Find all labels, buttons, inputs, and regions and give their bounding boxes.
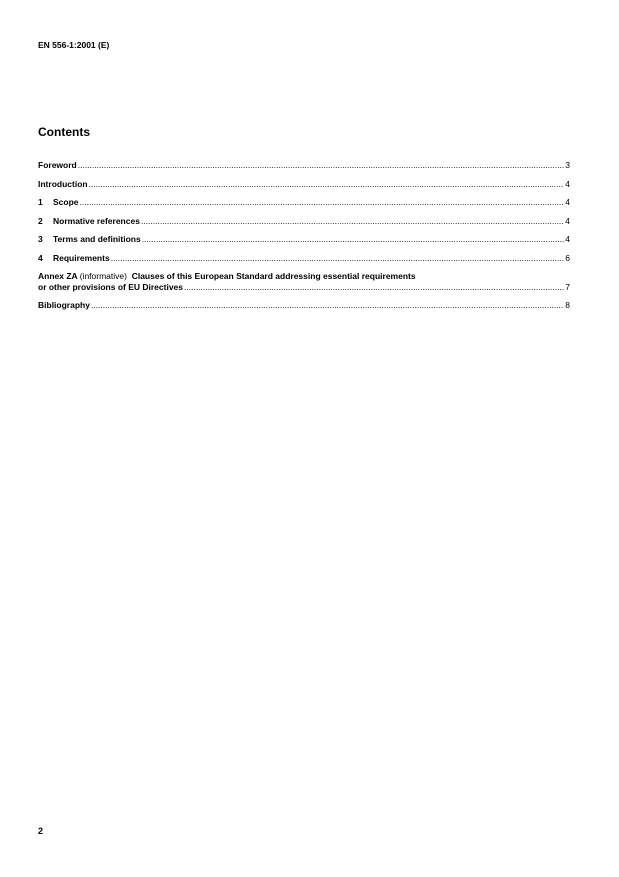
- toc-page-number: 6: [565, 252, 570, 263]
- toc-section-number: 1: [38, 197, 43, 207]
- toc-section-number: 3: [38, 234, 43, 244]
- toc-label: Introduction: [38, 178, 88, 189]
- toc-leader-dots: [184, 282, 564, 293]
- toc-leader-dots: [111, 253, 565, 264]
- toc-section-title: Normative references: [53, 215, 140, 226]
- toc-label: [38, 216, 140, 227]
- toc-entry-normative-references[interactable]: [38, 216, 570, 227]
- toc-page-number: 4: [565, 215, 570, 226]
- toc-entry-annex-za[interactable]: [38, 271, 570, 292]
- toc-leader-dots: [141, 216, 564, 227]
- toc-leader-dots: [142, 234, 565, 245]
- annex-qualifier: (informative): [79, 271, 127, 281]
- toc-leader-dots: [78, 160, 565, 171]
- annex-title-line1: Clauses of this European Standard addressing essential requirements: [131, 271, 416, 281]
- toc-leader-dots: [89, 179, 565, 190]
- toc-section-number: 2: [38, 215, 43, 226]
- toc-page-number: 4: [565, 197, 570, 207]
- annex-prefix: Annex ZA: [38, 271, 78, 281]
- annex-title-line2: or other provisions of EU Directives: [38, 281, 184, 292]
- toc-page-number: 4: [565, 178, 570, 189]
- contents-heading: Contents: [38, 125, 90, 139]
- toc-entry-scope[interactable]: [38, 197, 570, 208]
- document-header: EN 556-1:2001 (E): [38, 40, 110, 50]
- toc-page-number: 7: [565, 281, 570, 292]
- toc-entry-foreword[interactable]: [38, 160, 570, 171]
- toc-label: Foreword: [38, 160, 77, 170]
- toc-page-number: 4: [565, 234, 570, 244]
- toc-section-title: Scope: [53, 197, 79, 207]
- toc-entry-introduction[interactable]: [38, 179, 570, 190]
- toc-entry-requirements[interactable]: [38, 253, 570, 264]
- toc-section-title: Requirements: [53, 252, 110, 263]
- toc-page-number: 8: [565, 299, 570, 310]
- toc-entry-bibliography[interactable]: [38, 300, 570, 311]
- toc-label: Bibliography: [38, 299, 90, 310]
- toc-section-title: Terms and definitions: [53, 234, 141, 244]
- toc-label: [38, 271, 416, 282]
- toc-section-number: 4: [38, 252, 43, 263]
- toc-label: [38, 234, 141, 245]
- toc-label: [38, 253, 110, 264]
- table-of-contents: [38, 160, 570, 318]
- toc-leader-dots: [80, 197, 565, 208]
- toc-leader-dots: [91, 300, 564, 311]
- toc-page-number: 3: [565, 160, 570, 170]
- toc-label: [38, 197, 79, 208]
- toc-entry-terms-and-definitions[interactable]: [38, 234, 570, 245]
- page-number: 2: [38, 826, 44, 836]
